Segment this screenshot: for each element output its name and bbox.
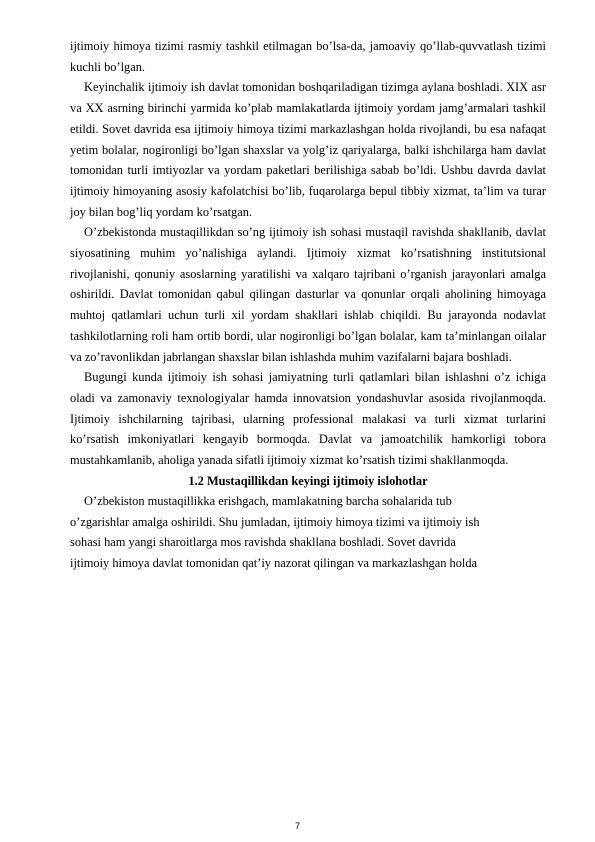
section-line-1: O’zbekiston mustaqillikka erishgach, mamlakatning barcha sohalarida tub: [84, 494, 452, 509]
paragraph-today: Bugungi kunda ijtimoiy ish sohasi jamiyatning turli qatlamlari bilan ishlashni o’z ichiga oladi va zamonaviy texnologiyalar hamda innovatsion yondashuvlar asosida rivojlanmoqda. Ijtimoiy ishchilarning tajribasi, ularning professional malakasi va turli xizmat turlarini ko’rsatish imkoniyatlari kengayib bormoqda. Davlat va jamoatchilik hamkorligi tobora mustahkamlanib, aholiga yanada sifatli ijtimoiy xizmat ko’rsatish tizimi shakllanmoqda.: [70, 370, 546, 468]
section-heading: 1.2 Mustaqillikdan keyingi ijtimoiy islohotlar: [188, 473, 428, 488]
page-body: [70, 36, 546, 573]
section-paragraph: [70, 491, 546, 573]
page-number: 7: [294, 821, 300, 831]
section-line-3: sohasi ham yangi sharoitlarga mos ravishda shakllana boshladi. Sovet davrida: [70, 535, 456, 550]
section-line-4: ijtimoiy himoya davlat tomonidan qat’iy nazorat qilingan va markazlashgan holda: [70, 555, 478, 570]
paragraph-continuation: ijtimoiy himoya tizimi rasmiy tashkil etilmagan bo’lsa-da, jamoaviy qo’llab-quvvatlash tizimi kuchli bo’lgan.: [70, 39, 546, 74]
paragraph-independence: O’zbekistonda mustaqillikdan so’ng ijtimoiy ish sohasi mustaqil ravishda shakllanib, davlat siyosatining muhim yo’nalishiga aylandi. Ijtimoiy xizmat ko’rsatishning institutsional rivojlanishi, qonuniy asoslarning yaratilishi va xalqaro tajribani o’rganish jarayonlari amalga oshirildi. Davlat tomonidan qabul qilingan dasturlar va qonunlar orqali aholining himoyaga muhtoj qatlamlari uchun turli xil yordam shakllari ishlab chiqildi. Bu jarayonda nodavlat tashkilotlarning roli ham ortib bordi, ular nogironligi bo’lgan bolalar, kam ta’minlangan oilalar va zo’ravonlikdan jabrlangan shaxslar bilan ishlashda muhim vazifalarni bajara boshladi.: [70, 225, 546, 364]
section-line-2: o’zgarishlar amalga oshirildi. Shu jumladan, ijtimoiy himoya tizimi va ijtimoiy ish: [70, 514, 480, 529]
paragraph-state-system: Keyinchalik ijtimoiy ish davlat tomonidan boshqariladigan tizimga aylana boshladi. XIX asr va XX asrning birinchi yarmida ko’plab mamlakatlarda ijtimoiy yordam jamg’armalari tashkil etildi. Sovet davrida esa ijtimoiy himoya tizimi markazlashgan holda rivojlandi, bu esa nafaqat yetim bolalar, nogironligi bo’lgan shaxslar va yolg’iz qariyalarga, balki ishchilarga ham davlat tomonidan turli imtiyozlar va yordam paketlari berilishiga sabab bo’ldi. Ushbu davrda davlat ijtimoiy himoyaning asosiy kafolatchisi bo’lib, fuqarolarga bepul tibbiy xizmat, ta’lim va turar joy bilan bog’liq yordam ko’rsatgan.: [70, 80, 546, 219]
